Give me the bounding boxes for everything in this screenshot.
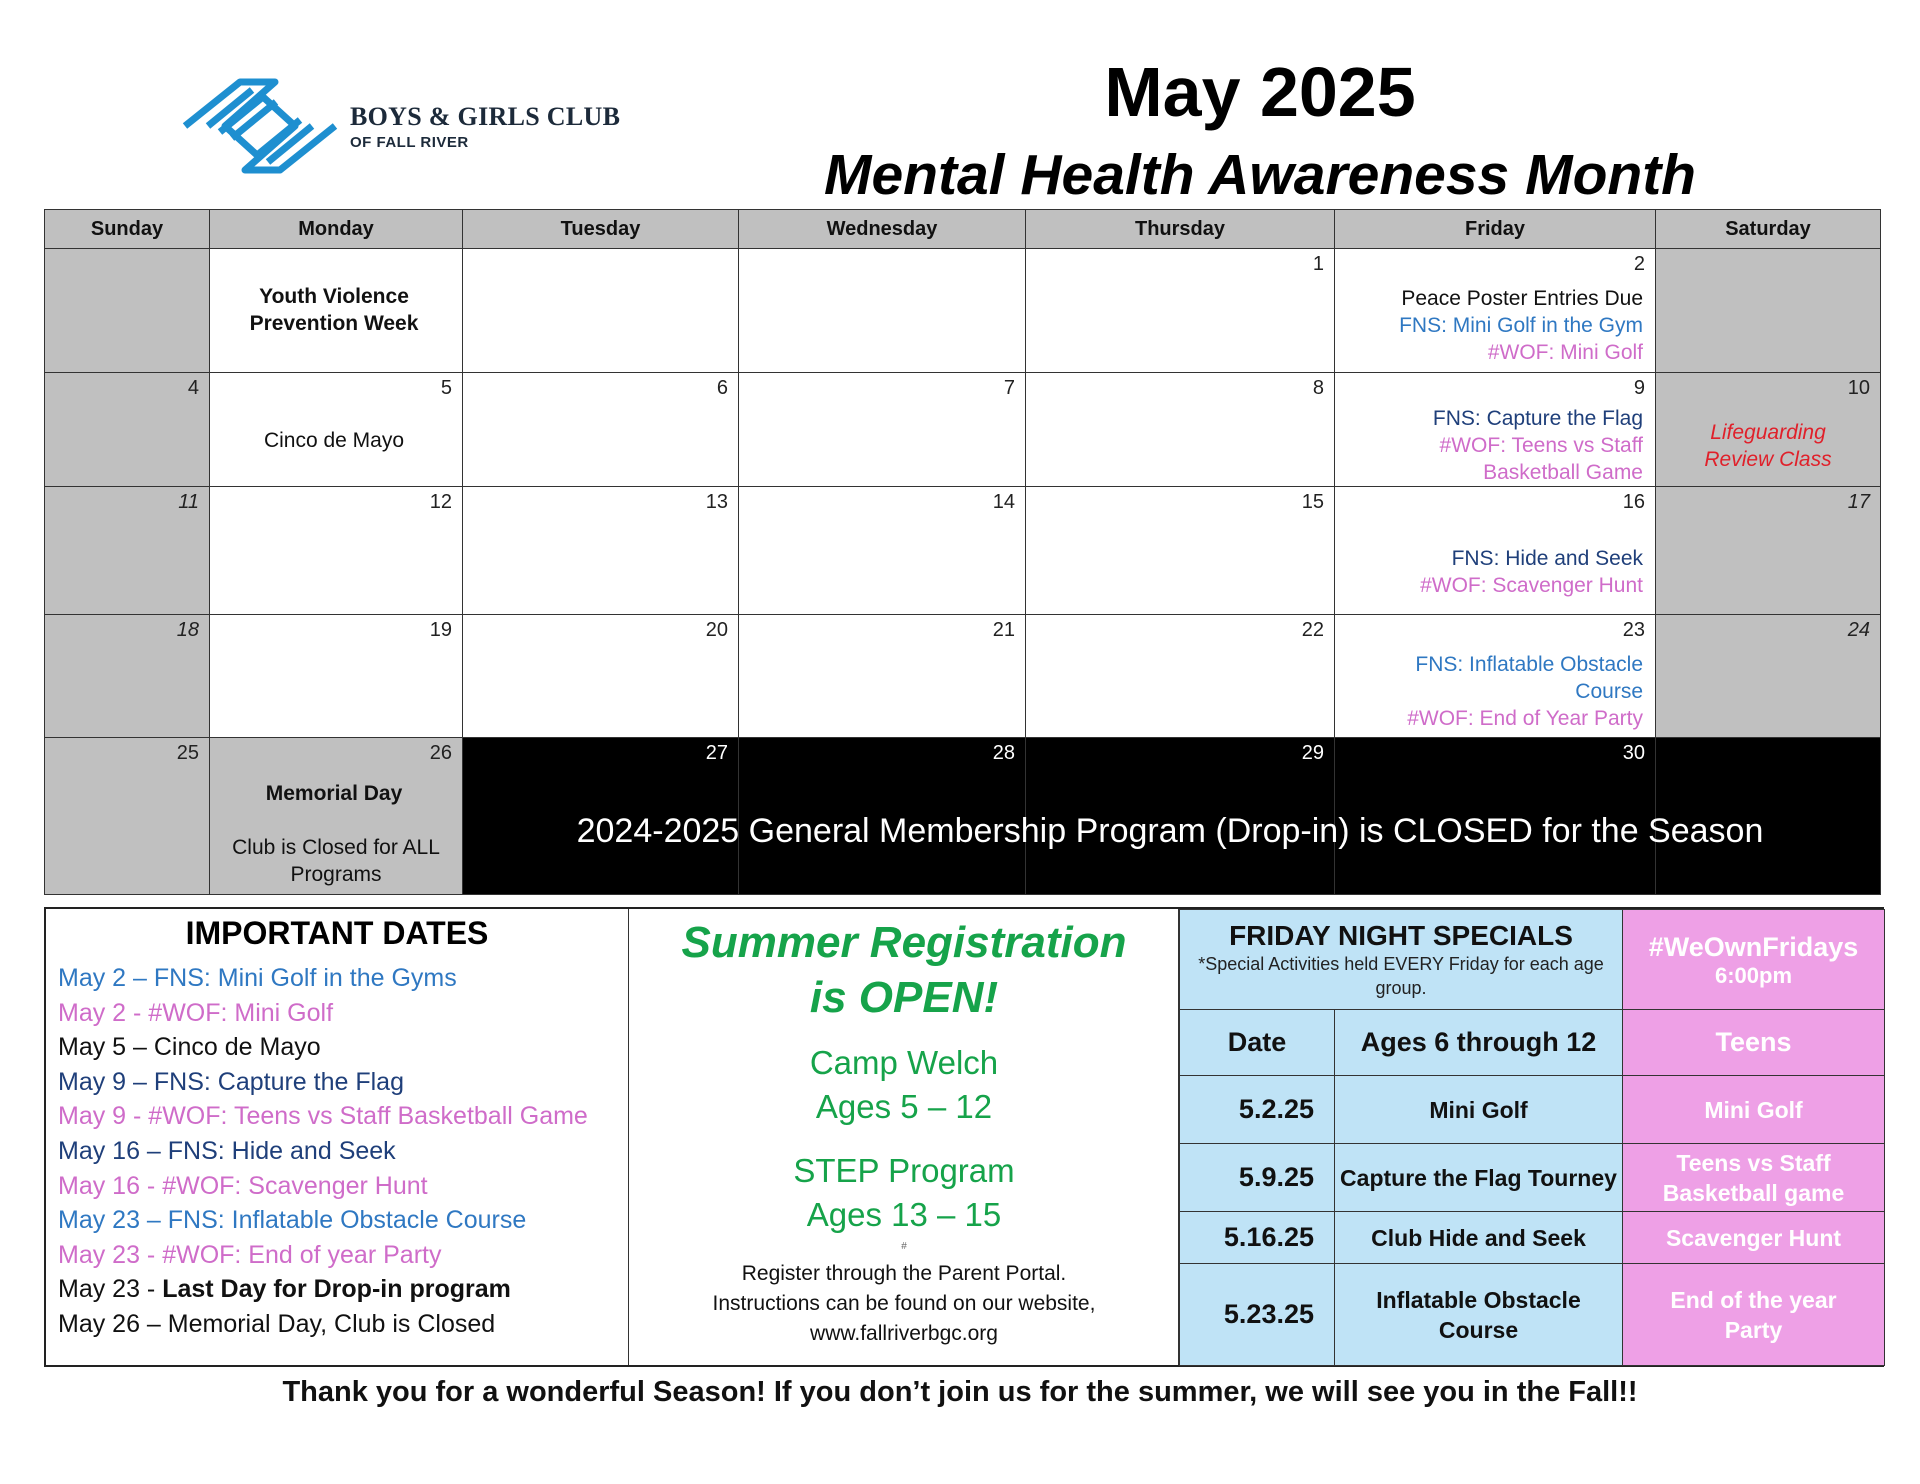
registration-note <box>630 1259 1178 1349</box>
event-text: Memorial Day <box>265 782 403 805</box>
event-text: #WOF: End of Year Party <box>1407 707 1643 730</box>
day-cell <box>45 373 210 487</box>
separator-mark: # <box>901 1241 907 1252</box>
step-program <box>630 1149 1178 1237</box>
day-number: 19 <box>429 619 452 641</box>
row-date: 5.9.25 <box>1180 1144 1335 1212</box>
list-item: May 16 – FNS: Hide and Seek <box>58 1136 396 1165</box>
day-cell <box>1026 249 1335 373</box>
day-cell <box>1656 249 1881 373</box>
day-number: 27 <box>705 742 728 764</box>
day-cell <box>1026 487 1335 615</box>
day-cell <box>739 615 1026 738</box>
camp-welch <box>630 1041 1178 1129</box>
wof-header-cell <box>1623 910 1885 1010</box>
day-number: 1 <box>1312 253 1324 275</box>
program-ages: Ages 5 – 12 <box>815 1088 993 1125</box>
day-header: Thursday <box>1026 210 1335 249</box>
important-dates-list <box>58 961 588 1342</box>
day-cell <box>1335 373 1656 487</box>
week-row <box>45 249 1881 373</box>
row-date: 5.16.25 <box>1180 1212 1335 1264</box>
day-header: Saturday <box>1656 210 1881 249</box>
event-text: Cinco de Mayo <box>263 429 405 452</box>
list-item: May 23 – FNS: Inflatable Obstacle Course <box>58 1206 527 1235</box>
day-number: 26 <box>429 742 452 764</box>
interlocking-hands-icon <box>180 74 340 184</box>
day-cell <box>45 615 210 738</box>
day-cell <box>739 487 1026 615</box>
day-cell <box>210 615 463 738</box>
important-dates-panel <box>46 909 629 1365</box>
list-item: May 2 – FNS: Mini Golf in the Gyms <box>58 964 457 992</box>
website-link[interactable]: www.fallriverbgc.org <box>810 1322 998 1345</box>
day-cell <box>1026 615 1335 738</box>
day-cell <box>1335 487 1656 615</box>
row-kids-activity: Mini Golf <box>1335 1076 1623 1144</box>
event-text: FNS: Inflatable Obstacle Course <box>1415 653 1643 703</box>
row-teens-activity: Mini Golf <box>1623 1076 1885 1144</box>
day-number: 28 <box>992 742 1015 764</box>
day-cell <box>1026 373 1335 487</box>
col-header-ages: Ages 6 through 12 <box>1335 1010 1623 1076</box>
table-row <box>1180 1212 1885 1264</box>
day-cell <box>210 487 463 615</box>
day-cell <box>1656 487 1881 615</box>
day-number: 22 <box>1301 619 1324 641</box>
day-cell <box>1335 615 1656 738</box>
list-item: May 16 - #WOF: Scavenger Hunt <box>58 1171 428 1200</box>
row-date: 5.2.25 <box>1180 1076 1335 1144</box>
day-cell <box>463 615 739 738</box>
summer-registration-panel <box>630 909 1179 1365</box>
friday-night-specials-table <box>1179 909 1885 1366</box>
row-teens-activity: Scavenger Hunt <box>1623 1212 1885 1264</box>
day-header: Monday <box>210 210 463 249</box>
important-dates-title: IMPORTANT DATES <box>185 915 489 951</box>
day-number: 15 <box>1301 491 1324 513</box>
table-row <box>1180 1144 1885 1212</box>
fns-header-cell <box>1180 910 1623 1010</box>
row-kids-activity: Inflatable Obstacle Course <box>1335 1264 1623 1366</box>
event-text: FNS: Mini Golf in the Gym <box>1399 314 1643 337</box>
fns-subtitle: *Special Activities held EVERY Friday for each age group. <box>1198 953 1604 998</box>
day-number: 18 <box>176 619 199 641</box>
club-logo <box>180 74 620 184</box>
footer-message: Thank you for a wonderful Season! If you don’t join us for the summer, we will see you in the Fall!! <box>282 1376 1638 1408</box>
list-item <box>58 1272 588 1307</box>
event-text: #WOF: Teens vs Staff Basketball Game <box>1439 434 1643 484</box>
day-cell <box>45 738 210 895</box>
row-date: 5.23.25 <box>1180 1264 1335 1366</box>
note-line: Register through the Parent Portal. <box>741 1262 1067 1285</box>
day-cell <box>739 249 1026 373</box>
row-teens-activity: Teens vs Staff Basketball game <box>1623 1144 1885 1212</box>
day-number: 14 <box>992 491 1015 513</box>
club-name: BOYS & GIRLS CLUB <box>350 102 621 131</box>
day-cell <box>210 373 463 487</box>
day-header: Sunday <box>45 210 210 249</box>
day-header: Friday <box>1335 210 1656 249</box>
weekday-header-row <box>45 210 1881 249</box>
program-ages: Ages 13 – 15 <box>806 1196 1002 1233</box>
day-number: 13 <box>705 491 728 513</box>
event-text: #WOF: Scavenger Hunt <box>1420 574 1643 597</box>
week-row <box>45 373 1881 487</box>
day-cell <box>463 249 739 373</box>
day-header: Wednesday <box>739 210 1026 249</box>
day-number: 20 <box>705 619 728 641</box>
list-item: May 23 - #WOF: End of year Party <box>58 1240 442 1269</box>
day-number: 9 <box>1633 377 1645 399</box>
day-number: 29 <box>1301 742 1324 764</box>
table-row <box>1180 1264 1885 1366</box>
day-number: 7 <box>1003 377 1015 399</box>
wof-time: 6:00pm <box>1714 962 1793 988</box>
week-row <box>45 615 1881 738</box>
event-text: FNS: Capture the Flag <box>1432 407 1643 430</box>
day-number: 2 <box>1633 253 1645 275</box>
day-number: 21 <box>992 619 1015 641</box>
info-section <box>44 907 1884 1367</box>
event-text: Club is Closed for ALL Programs <box>232 836 440 886</box>
day-cell <box>210 738 463 895</box>
event-text: #WOF: Mini Golf <box>1487 341 1643 364</box>
page-title: May 2025 <box>1104 53 1416 131</box>
event-text: Lifeguarding Review Class <box>1704 421 1832 471</box>
day-number: 23 <box>1622 619 1645 641</box>
col-header-teens: Teens <box>1623 1010 1885 1076</box>
calendar-grid <box>44 209 1881 895</box>
last-day-prefix: May 23 - <box>58 1275 163 1304</box>
row-kids-activity: Club Hide and Seek <box>1335 1212 1623 1264</box>
list-item: May 5 – Cinco de Mayo <box>58 1033 321 1062</box>
day-cell <box>1656 373 1881 487</box>
day-cell <box>739 373 1026 487</box>
col-header-date: Date <box>1180 1010 1335 1076</box>
list-item: May 9 - #WOF: Teens vs Staff Basketball Game <box>58 1102 588 1131</box>
day-number: 5 <box>440 377 452 399</box>
day-cell <box>1656 615 1881 738</box>
row-teens-activity: End of the year Party <box>1623 1264 1885 1366</box>
page-subtitle: Mental Health Awareness Month <box>823 143 1697 207</box>
registration-line: Summer Registration <box>681 918 1127 967</box>
event-text: Youth Violence Prevention Week <box>249 285 419 335</box>
day-number: 25 <box>176 742 199 764</box>
day-number: 12 <box>429 491 452 513</box>
registration-heading <box>630 915 1178 1025</box>
day-number: 4 <box>187 377 199 399</box>
day-cell <box>463 487 739 615</box>
day-cell <box>210 249 463 373</box>
day-number: 6 <box>716 377 728 399</box>
table-row <box>1180 1076 1885 1144</box>
day-cell <box>463 373 739 487</box>
day-number: 11 <box>178 491 199 513</box>
event-text: Peace Poster Entries Due <box>1401 287 1643 310</box>
program-name: Camp Welch <box>809 1044 999 1081</box>
list-item: May 9 – FNS: Capture the Flag <box>58 1067 404 1096</box>
day-number: 10 <box>1847 377 1870 399</box>
wof-title: #WeOwnFridays <box>1648 931 1859 962</box>
event-text: FNS: Hide and Seek <box>1451 547 1643 570</box>
day-cell <box>45 487 210 615</box>
day-number: 24 <box>1847 619 1870 641</box>
closed-banner: 2024-2025 General Membership Program (Drop-in) is CLOSED for the Season <box>576 812 1764 850</box>
registration-line: is OPEN! <box>809 973 999 1022</box>
program-name: STEP Program <box>793 1152 1015 1189</box>
day-cell <box>45 249 210 373</box>
week-row <box>45 487 1881 615</box>
day-cell <box>1335 249 1656 373</box>
row-kids-activity: Capture the Flag Tourney <box>1335 1144 1623 1212</box>
last-day-text: Last Day for Drop-in program <box>162 1275 511 1304</box>
club-location: OF FALL RIVER <box>350 134 469 151</box>
list-item: May 26 – Memorial Day, Club is Closed <box>58 1309 496 1338</box>
note-line: Instructions can be found on our website, <box>712 1292 1096 1315</box>
day-number: 17 <box>1847 491 1870 513</box>
day-number: 30 <box>1622 742 1645 764</box>
fns-title: FRIDAY NIGHT SPECIALS <box>1229 919 1573 951</box>
list-item: May 2 - #WOF: Mini Golf <box>58 998 334 1027</box>
day-header: Tuesday <box>463 210 739 249</box>
day-number: 16 <box>1622 491 1645 513</box>
day-number: 8 <box>1312 377 1324 399</box>
